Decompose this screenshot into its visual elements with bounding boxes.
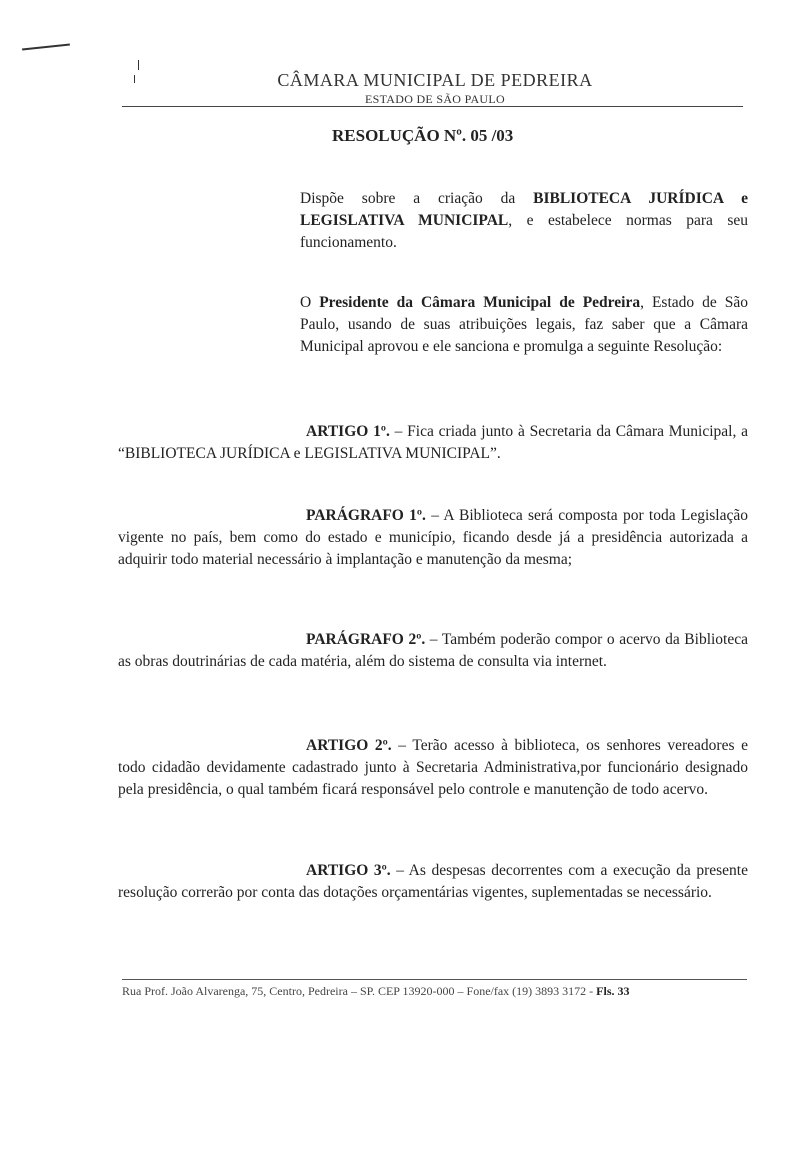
header-divider bbox=[122, 106, 743, 107]
article-2 bbox=[118, 735, 748, 801]
resolution-number: RESOLUÇÃO Nº. 05 /03 bbox=[332, 126, 514, 145]
article-label: PARÁGRAFO 2º. bbox=[306, 631, 426, 648]
paragraph-1 bbox=[118, 505, 748, 571]
ementa-bold: BIBLIOTECA JURÍDICA e LEGISLATIVA MUNICIPAL bbox=[300, 190, 749, 229]
preamble-paragraph bbox=[300, 292, 748, 358]
scan-mark-line bbox=[22, 43, 70, 50]
article-label: ARTIGO 1º. bbox=[306, 423, 390, 440]
page-number: Fls. 33 bbox=[596, 984, 630, 998]
ementa-paragraph bbox=[300, 188, 748, 254]
preamble-bold: Presidente da Câmara Municipal de Pedreira bbox=[319, 294, 641, 311]
footer-divider bbox=[122, 979, 747, 980]
state-subtitle: ESTADO DE SÃO PAULO bbox=[365, 92, 505, 106]
ementa-post: , e estabelece normas para seu funcionamento. bbox=[300, 212, 748, 251]
paragraph-2 bbox=[118, 629, 748, 673]
preamble-post: , Estado de São Paulo, usando de suas atribuições legais, faz saber que a Câmara Municipal aprovou e ele sanciona e promulga a seguinte Resolução: bbox=[300, 294, 748, 355]
chamber-title: CÂMARA MUNICIPAL DE PEDREIRA bbox=[277, 70, 593, 90]
preamble-pre: O bbox=[300, 294, 320, 311]
footer-address bbox=[122, 984, 630, 999]
article-text: – Também poderão compor o acervo da Biblioteca as obras doutrinárias de cada matéria, além do sistema de consulta via internet. bbox=[118, 631, 748, 670]
scan-mark-dot bbox=[138, 60, 139, 70]
ementa-pre: Dispõe sobre a criação da bbox=[300, 190, 534, 207]
article-label: ARTIGO 3º. bbox=[306, 862, 391, 879]
article-3 bbox=[118, 860, 748, 904]
footer-address-text: Rua Prof. João Alvarenga, 75, Centro, Pedreira – SP. CEP 13920-000 – Fone/fax (19) 3893 3172 - bbox=[122, 984, 594, 998]
article-1 bbox=[118, 421, 748, 465]
article-text: – As despesas decorrentes com a execução da presente resolução correrão por conta das dotações orçamentárias vigentes, suplementadas se necessário. bbox=[118, 862, 748, 901]
article-text: – Terão acesso à biblioteca, os senhores vereadores e todo cidadão devidamente cadastrado junto à Secretaria Administrativa,por funcionário designado pela presidência, o qual também ficará responsável pelo controle e manutenção de todo acervo. bbox=[118, 737, 748, 798]
article-label: ARTIGO 2º. bbox=[306, 737, 392, 754]
article-label: PARÁGRAFO 1º. bbox=[306, 507, 426, 524]
article-text: – Fica criada junto à Secretaria da Câmara Municipal, a “BIBLIOTECA JURÍDICA e LEGISLATIVA MUNICIPAL”. bbox=[118, 423, 748, 462]
article-text: – A Biblioteca será composta por toda Legislação vigente no país, bem como do estado e município, ficando desde já a presidência autorizada a adquirir todo material necessário à implantação e manutenção da mesma; bbox=[118, 507, 748, 568]
